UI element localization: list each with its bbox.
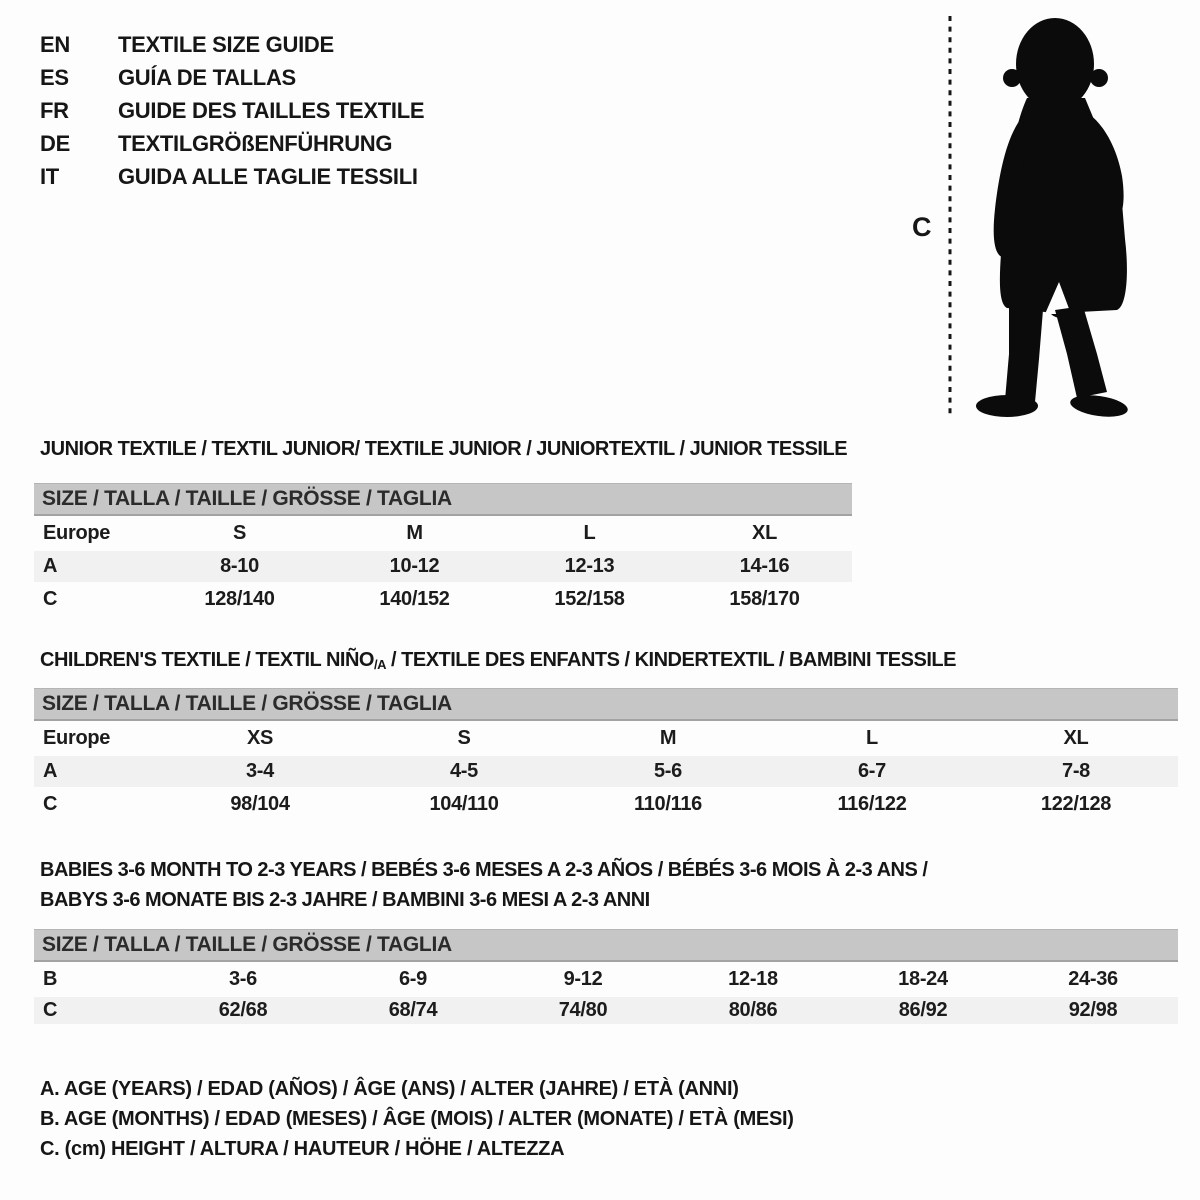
size-value-cell: 140/152 [379,587,450,610]
language-title: GUIDE DES TAILLES TEXTILE [118,97,425,123]
size-value-cell: 14-16 [677,551,852,582]
size-value-cell: S [457,727,471,749]
size-value-cell: 116/122 [837,792,907,815]
toddler-silhouette-icon [976,18,1129,420]
row-label: A [34,551,152,582]
size-header-bar: SIZE / TALLA / TAILLE / GRÖSSE / TAGLIA [34,930,1178,962]
size-value-cell: 74/80 [498,997,668,1024]
row-label: Europe [43,727,111,749]
size-value-cell: 24-36 [1068,968,1118,990]
size-value-cell: 6-7 [770,756,974,787]
row-label: Europe [43,522,111,544]
row-label: A [34,756,158,787]
size-value-cell: 110/116 [634,792,702,815]
babies-heading-line2: BABYS 3-6 MONATE BIS 2-3 JAHRE / BAMBINI 3-6 MESI A 2-3 ANNI [40,889,650,911]
language-code: ES [40,64,69,90]
size-value-cell: 80/86 [668,997,838,1024]
size-value-cell: 158/170 [729,587,800,610]
size-value-cell: 7-8 [974,756,1178,787]
language-title: GUÍA DE TALLAS [118,64,296,90]
measurement-legend [40,1074,794,1164]
size-value-cell: XL [1063,727,1089,749]
language-code: FR [40,97,69,123]
language-title: TEXTILGRÖßENFÜHRUNG [118,130,393,156]
language-row [40,61,424,94]
size-value-cell: L [866,727,878,749]
size-header-bar: SIZE / TALLA / TAILLE / GRÖSSE / TAGLIA [34,689,1178,721]
row-label: C [34,997,158,1024]
toddler-silhouette-figure [900,0,1145,420]
size-value-cell: 4-5 [362,756,566,787]
size-value-cell: 122/128 [1040,792,1112,815]
row-label: B [43,968,58,990]
children-size-table [34,688,1178,821]
size-value-cell: 98/104 [230,792,290,815]
legend-line-c: C. (cm) HEIGHT / ALTURA / HAUTEUR / HÖHE / ALTEZZA [40,1138,565,1160]
height-measure-label: C [912,212,932,242]
size-value-cell: 86/92 [838,997,1008,1024]
size-value-cell: M [406,522,423,544]
size-header-bar: SIZE / TALLA / TAILLE / GRÖSSE / TAGLIA [34,484,852,516]
language-title: GUIDA ALLE TAGLIE TESSILI [118,163,418,189]
size-value-cell: 3-4 [158,756,362,787]
children-heading-subscript: /A [373,657,386,672]
language-row [40,127,424,160]
babies-heading-line1: BABIES 3-6 MONTH TO 2-3 YEARS / BEBÉS 3-6 MESES A 2-3 AÑOS / BÉBÉS 3-6 MOIS À 2-3 ANS / [40,859,928,881]
language-row [40,160,424,193]
size-value-cell: 12-18 [728,968,778,990]
size-value-cell: XL [752,522,777,544]
junior-section-heading: JUNIOR TEXTILE / TEXTIL JUNIOR/ TEXTILE JUNIOR / JUNIORTEXTIL / JUNIOR TESSILE [40,438,848,460]
size-value-cell: S [232,522,247,544]
size-value-cell: 128/140 [204,587,275,610]
size-value-cell: L [583,522,596,544]
language-row [40,28,424,61]
size-value-cell: 18-24 [898,968,948,990]
language-title: TEXTILE SIZE GUIDE [118,31,334,57]
size-value-cell: XS [246,727,274,749]
size-value-cell: 10-12 [327,551,502,582]
row-label: C [43,792,58,815]
junior-size-table [34,483,852,616]
babies-size-table [34,929,1178,1024]
size-value-cell: 9-12 [563,968,603,990]
legend-line-a: A. AGE (YEARS) / EDAD (AÑOS) / ÂGE (ANS) / ALTER (JAHRE) / ETÀ (ANNI) [40,1078,739,1100]
row-label: C [43,587,58,610]
size-value-cell: M [659,727,677,749]
children-section-heading [40,645,956,680]
children-heading-prefix: CHILDREN'S TEXTILE / TEXTIL NIÑO [40,649,374,671]
language-code: IT [40,163,59,189]
size-value-cell: 8-10 [152,551,327,582]
size-value-cell: 104/110 [429,792,499,815]
language-code: DE [40,130,70,156]
language-title-block [40,28,424,193]
language-row [40,94,424,127]
legend-line-b: B. AGE (MONTHS) / EDAD (MESES) / ÂGE (MOIS) / ALTER (MONATE) / ETÀ (MESI) [40,1108,794,1130]
size-value-cell: 12-13 [502,551,677,582]
size-value-cell: 92/98 [1008,997,1178,1024]
children-heading-suffix: / TEXTILE DES ENFANTS / KINDERTEXTIL / BAMBINI TESSILE [385,649,956,671]
size-value-cell: 3-6 [228,968,257,990]
size-value-cell: 62/68 [158,997,328,1024]
size-value-cell: 152/158 [554,587,625,610]
babies-section-heading [40,855,927,915]
language-code: EN [40,31,70,57]
size-value-cell: 6-9 [398,968,427,990]
size-value-cell: 5-6 [566,756,770,787]
size-value-cell: 68/74 [328,997,498,1024]
